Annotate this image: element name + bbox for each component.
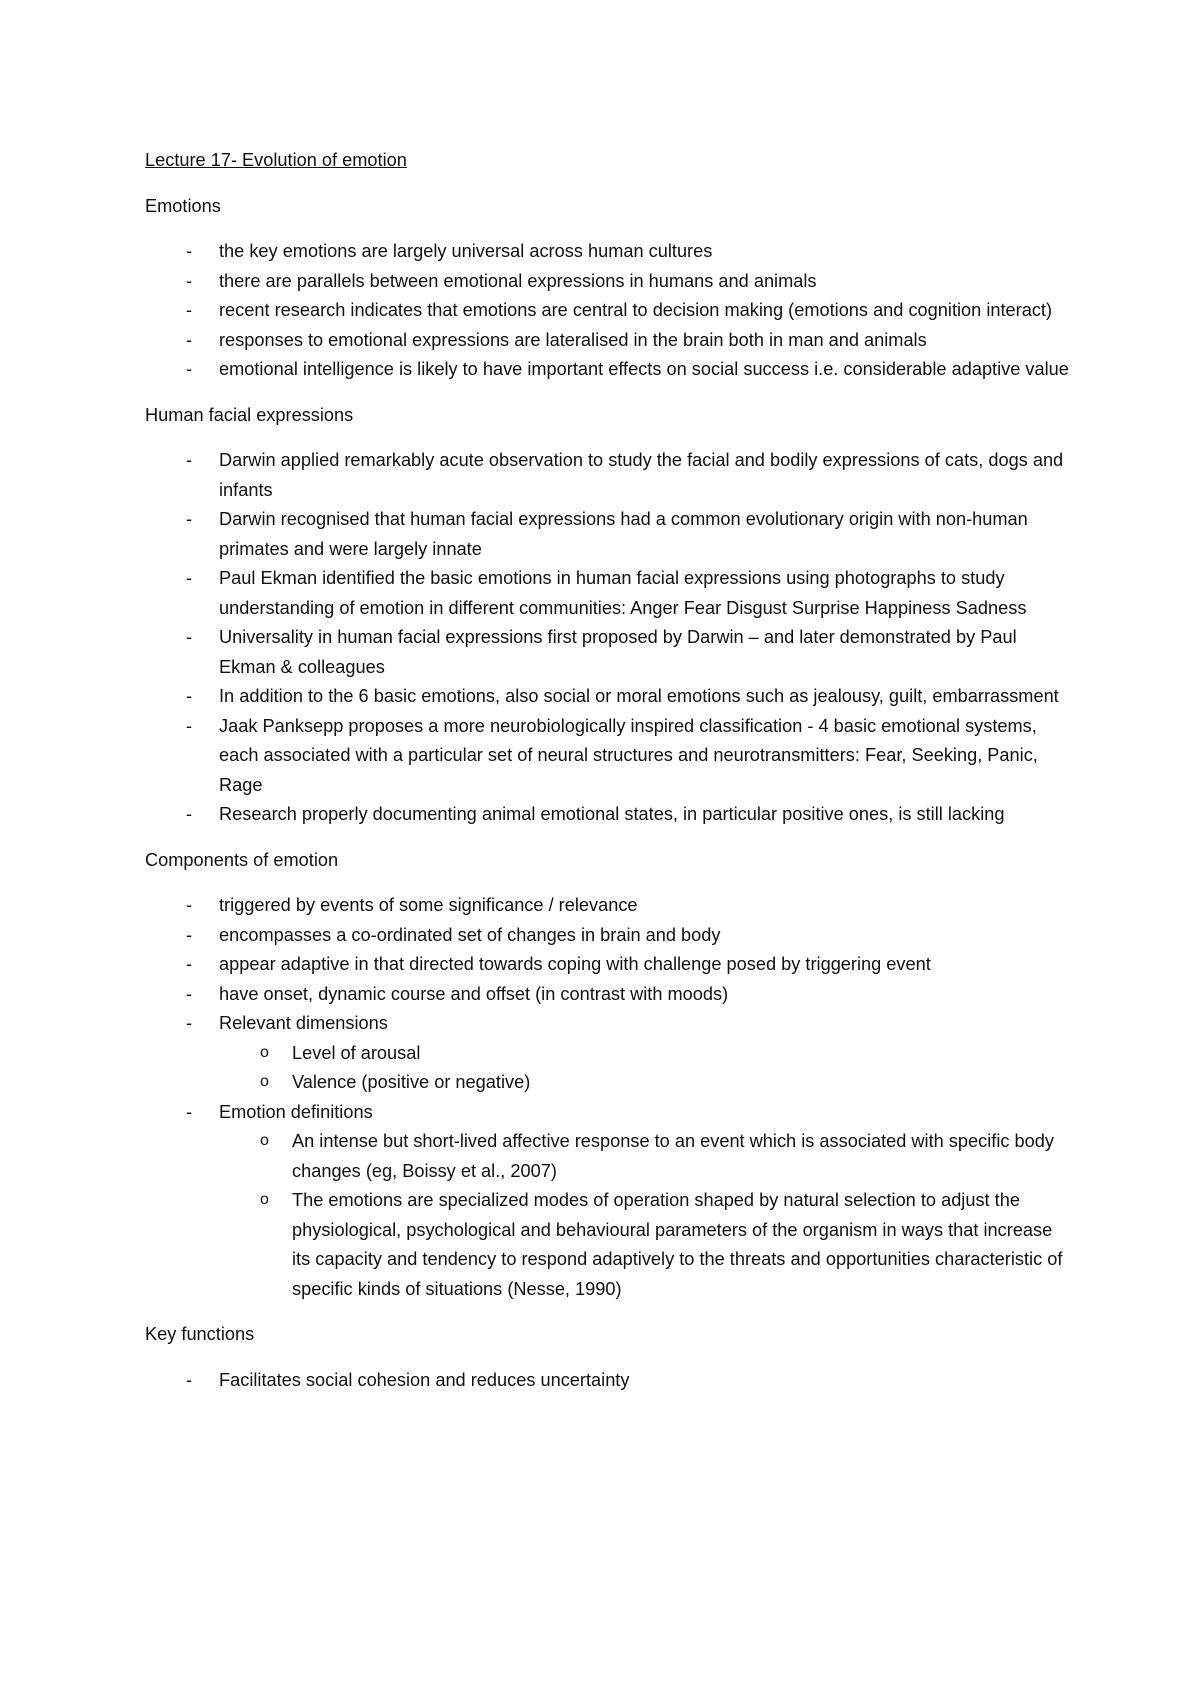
- bullet-list: [145, 891, 1075, 1304]
- bullet-list: [145, 446, 1075, 830]
- list-item-text: there are parallels between emotional expressions in humans and animals: [219, 270, 817, 291]
- circle-bullet-icon: o: [260, 1132, 269, 1149]
- list-item: [145, 267, 1075, 297]
- dash-bullet-icon: -: [186, 359, 193, 379]
- section-heading: Components of emotion: [145, 849, 339, 870]
- list-item: [145, 623, 1075, 682]
- list-item: [145, 950, 1075, 980]
- bullet-list: [145, 1366, 1075, 1396]
- dash-bullet-icon: -: [186, 895, 193, 915]
- section-heading: Human facial expressions: [145, 404, 354, 425]
- sub-list-item-text: Valence (positive or negative): [292, 1072, 531, 1092]
- list-item: [145, 564, 1075, 623]
- sub-list-item: [219, 1186, 1075, 1304]
- dash-bullet-icon: -: [186, 954, 193, 974]
- dash-bullet-icon: -: [186, 627, 193, 647]
- list-item-text: Research properly documenting animal emotional states, in particular positive ones, is still lacking: [219, 804, 1005, 824]
- list-item-text: Darwin applied remarkably acute observation to study the facial and bodily expressions of cats, dogs and infants: [219, 450, 1064, 500]
- list-item: [145, 1366, 1075, 1396]
- list-item: [145, 921, 1075, 951]
- dash-bullet-icon: -: [186, 241, 193, 261]
- document-page: [145, 146, 1075, 1411]
- list-item-text: Facilitates social cohesion and reduces uncertainty: [219, 1369, 630, 1390]
- list-item-text: Relevant dimensions: [219, 1013, 388, 1033]
- dash-bullet-icon: -: [186, 686, 193, 706]
- list-item: [145, 237, 1075, 267]
- dash-bullet-icon: -: [186, 300, 193, 320]
- section-heading: Emotions: [145, 195, 221, 216]
- sub-bullet-list: [219, 1039, 1075, 1098]
- circle-bullet-icon: o: [260, 1191, 269, 1208]
- list-item: [145, 296, 1075, 326]
- list-item: [145, 1098, 1075, 1305]
- sub-list-item-text: Level of arousal: [292, 1042, 421, 1063]
- list-item-text: triggered by events of some significance / relevance: [219, 895, 638, 915]
- sub-list-item: [219, 1068, 1075, 1098]
- list-item: [145, 505, 1075, 564]
- list-item: [145, 682, 1075, 712]
- list-item-text: appear adaptive in that directed towards coping with challenge posed by triggering event: [219, 954, 931, 974]
- sub-list-item: [219, 1039, 1075, 1069]
- sub-list-item: [219, 1127, 1075, 1186]
- page-title: Lecture 17- Evolution of emotion: [145, 150, 407, 170]
- list-item: [145, 446, 1075, 505]
- bullet-list: [145, 237, 1075, 385]
- list-item-text: Universality in human facial expressions first proposed by Darwin – and later demonstrated by Paul Ekman & colleagues: [219, 627, 1017, 677]
- list-item: [145, 980, 1075, 1010]
- list-item-text: responses to emotional expressions are lateralised in the brain both in man and animals: [219, 329, 927, 350]
- list-item: [145, 1009, 1075, 1098]
- list-item-text: Darwin recognised that human facial expressions had a common evolutionary origin with non-human primates and were largely innate: [219, 509, 1028, 559]
- sub-list-item-text: The emotions are specialized modes of operation shaped by natural selection to adjust the physiological, psychological and behavioural parameters of the organism in ways that increase its capacity and tendency to respond adaptively to the threats and opportunities characteristic of specific kinds of situations (Nesse, 1990): [292, 1190, 1063, 1299]
- dash-bullet-icon: -: [186, 804, 193, 824]
- section-heading: Key functions: [145, 1324, 255, 1344]
- dash-bullet-icon: -: [186, 568, 193, 588]
- list-item-text: the key emotions are largely universal across human cultures: [219, 241, 713, 261]
- list-item-text: In addition to the 6 basic emotions, also social or moral emotions such as jealousy, guilt, embarrassment: [219, 686, 1059, 706]
- list-item-text: Emotion definitions: [219, 1101, 373, 1122]
- list-item-text: have onset, dynamic course and offset (in contrast with moods): [219, 983, 729, 1004]
- sub-list-item-text: An intense but short-lived affective response to an event which is associated with specific body changes (eg, Boissy et al., 2007): [292, 1131, 1054, 1181]
- circle-bullet-icon: o: [260, 1043, 269, 1061]
- dash-bullet-icon: -: [186, 450, 193, 470]
- list-item: [145, 800, 1075, 830]
- circle-bullet-icon: o: [260, 1073, 269, 1090]
- dash-bullet-icon: -: [186, 270, 193, 291]
- list-item: [145, 326, 1075, 356]
- dash-bullet-icon: -: [186, 1369, 193, 1390]
- dash-bullet-icon: -: [186, 715, 193, 736]
- sub-bullet-list: [219, 1127, 1075, 1304]
- dash-bullet-icon: -: [186, 329, 193, 350]
- list-item-text: encompasses a co-ordinated set of changes in brain and body: [219, 924, 721, 945]
- list-item-text: emotional intelligence is likely to have important effects on social success i.e. considerable adaptive value: [219, 359, 1069, 379]
- list-item: [145, 891, 1075, 921]
- dash-bullet-icon: -: [186, 983, 193, 1004]
- document-body: [145, 192, 1075, 1396]
- dash-bullet-icon: -: [186, 1013, 193, 1033]
- list-item: [145, 355, 1075, 385]
- dash-bullet-icon: -: [186, 509, 193, 529]
- list-item-text: recent research indicates that emotions are central to decision making (emotions and cognition interact): [219, 300, 1053, 320]
- dash-bullet-icon: -: [186, 1101, 193, 1122]
- list-item-text: Jaak Panksepp proposes a more neurobiologically inspired classification - 4 basic emotional systems, each associated with a particular set of neural structures and neurotransmitters: Fear, Seeking, Panic, Rage: [219, 715, 1038, 795]
- list-item: [145, 712, 1075, 801]
- dash-bullet-icon: -: [186, 924, 193, 945]
- list-item-text: Paul Ekman identified the basic emotions in human facial expressions using photographs to study understanding of emotion in different communities: Anger Fear Disgust Surprise Happiness Sadness: [219, 568, 1027, 618]
